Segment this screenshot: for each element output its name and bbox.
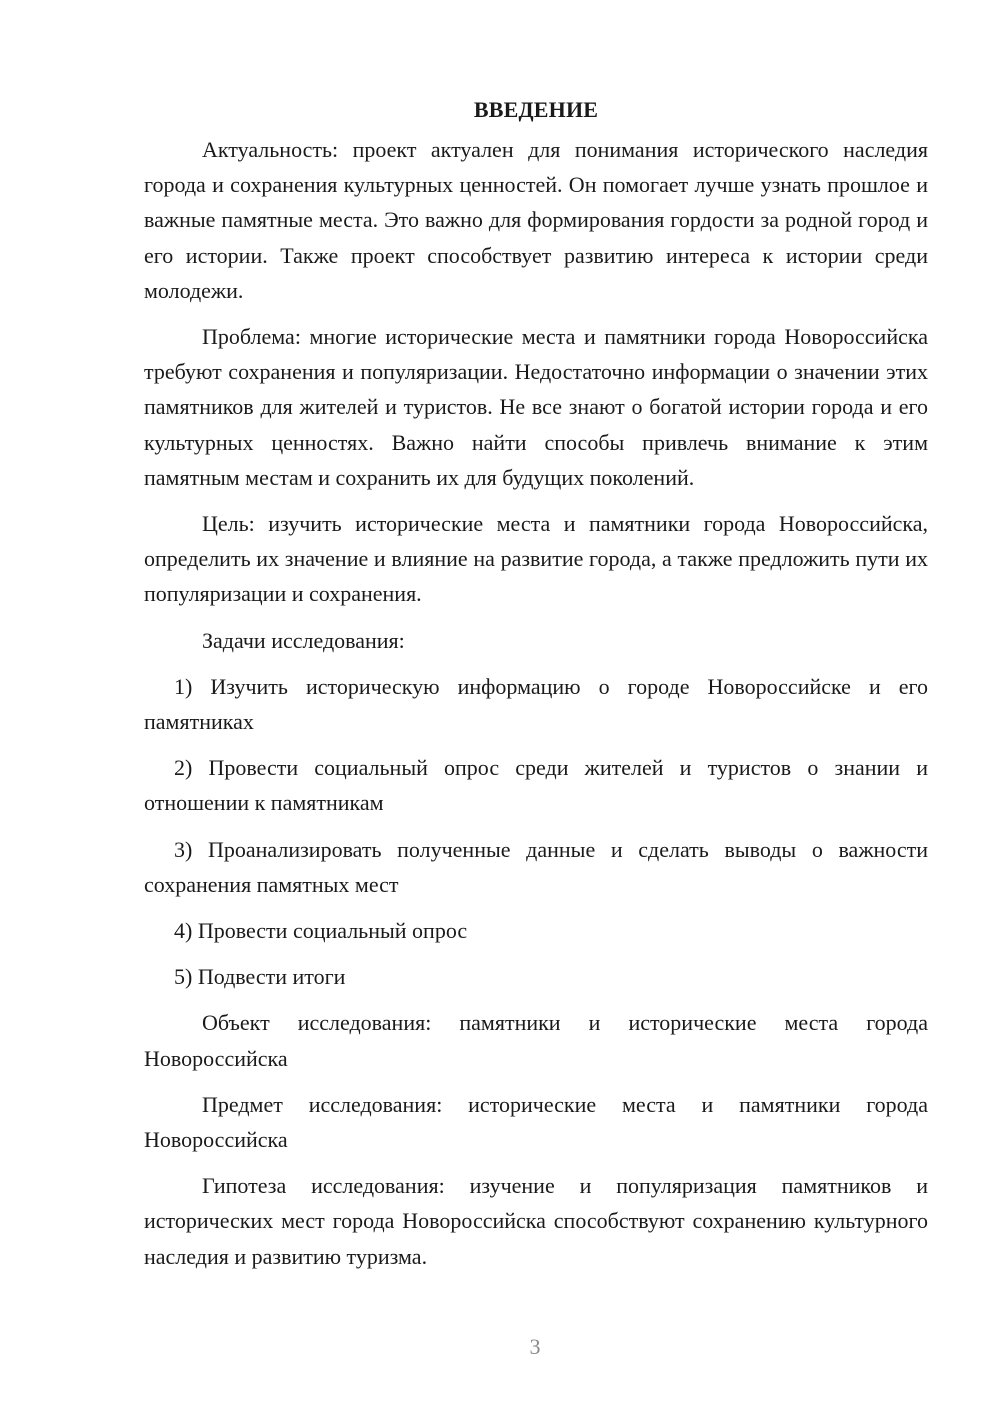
task-item-1: 1) Изучить историческую информацию о городе Новороссийске и его памятниках bbox=[144, 673, 928, 735]
tasks-heading: Задачи исследования: bbox=[202, 627, 405, 653]
document-page bbox=[144, 92, 928, 1285]
hypothesis-paragraph: Гипотеза исследования: изучение и популяризация памятников и исторических мест города Новороссийска способствуют сохранению культурного наследия и развитию туризма. bbox=[144, 1173, 928, 1269]
page-number: 3 bbox=[529, 1334, 541, 1359]
section-title: ВВЕДЕНИЕ bbox=[473, 97, 599, 122]
task-item-4: 4) Провести социальный опрос bbox=[174, 918, 468, 944]
relevance-paragraph: Актуальность: проект актуален для понимания исторического наследия города и сохранения культурных ценностей. Он помогает лучше узнать прошлое и важные памятные места. Это важно для формирования гордости за родной город и его истории. Также проект способствует развитию интереса к истории среди молодежи. bbox=[144, 137, 928, 303]
task-item-2: 2) Провести социальный опрос среди жителей и туристов о знании и отношении к памятникам bbox=[144, 755, 928, 816]
problem-paragraph: Проблема: многие исторические места и памятники города Новороссийска требуют сохранения и популяризации. Недостаточно информации о значении этих памятников для жителей и туристов. Не все знают о богатой истории города и его культурных ценностях. Важно найти способы привлечь внимание к этим памятным местам и сохранить их для будущих поколений. bbox=[144, 324, 928, 490]
task-item-3: 3) Проанализировать полученные данные и сделать выводы о важности сохранения памятных мест bbox=[144, 836, 928, 897]
research-subject-paragraph: Предмет исследования: исторические места и памятники города Новороссийска bbox=[144, 1091, 928, 1153]
task-item-5: 5) Подвести итоги bbox=[174, 964, 346, 990]
research-object-paragraph: Объект исследования: памятники и исторические места города Новороссийска bbox=[144, 1010, 928, 1071]
goal-paragraph: Цель: изучить исторические места и памятники города Новороссийска, определить их значение и влияние на развитие города, а также предложить пути их популяризации и сохранения. bbox=[144, 511, 928, 607]
